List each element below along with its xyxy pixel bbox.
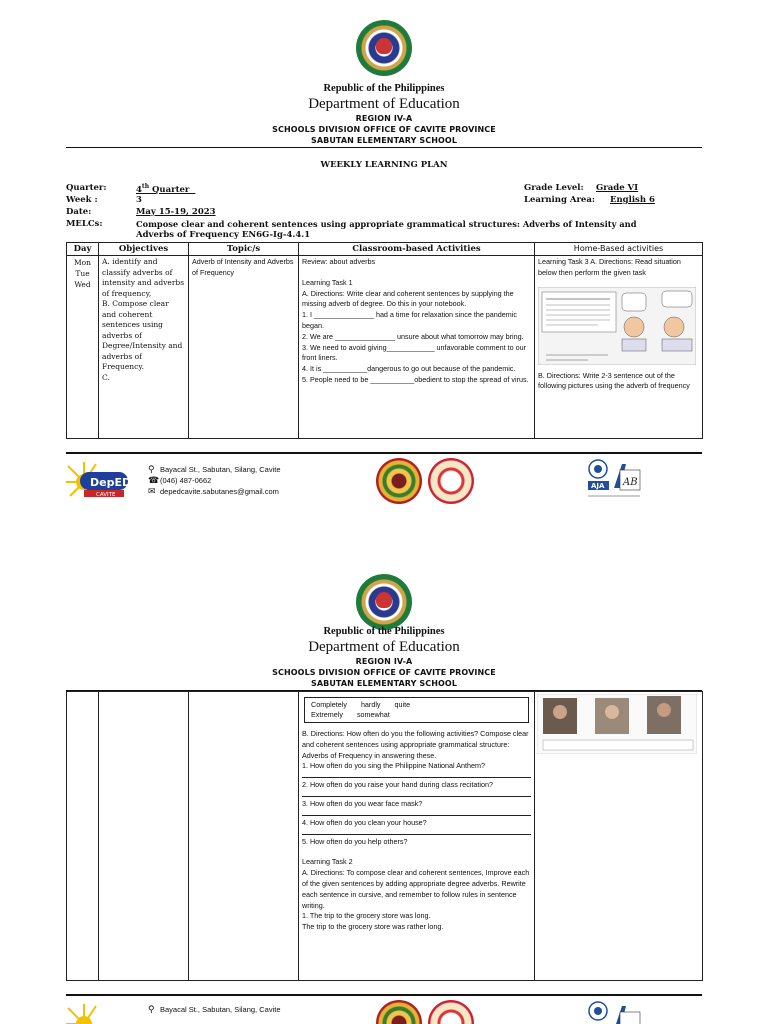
school-emblem-icon: [376, 1000, 422, 1024]
contact-info: [148, 1004, 281, 1015]
home-cell: [535, 692, 703, 981]
quarter-value: 4th Quarter: [136, 183, 196, 195]
word-somewhat: somewhat: [356, 710, 390, 719]
deped-cavite-logo-icon: [66, 460, 142, 504]
table-row: [67, 692, 703, 981]
question-1: 1. How often do you sing the Philippine National Anthem?: [302, 761, 485, 771]
header-rule: [66, 147, 702, 148]
cert1-text: AJA: [591, 482, 605, 490]
header-school: SABUTAN ELEMENTARY SCHOOL: [310, 136, 458, 145]
date-label: Date:: [66, 207, 92, 217]
task3-directions: Learning Task 3 A. Directions: Read situation below then perform the given task: [538, 257, 681, 277]
task1-directions: A. Directions: Write clear and coherent sentences by supplying the missing adverb of degree. Do this in your notebook.: [302, 288, 514, 309]
header-region: REGION IV-A: [355, 657, 413, 666]
header-school: SABUTAN ELEMENTARY SCHOOL: [310, 679, 458, 688]
header-department: Department of Education: [308, 96, 460, 112]
day-mon: Mon: [73, 258, 92, 267]
deped-seal-icon: [356, 20, 412, 76]
task1-item-5: 5. People need to be ___________obedient to stop the spread of virus.: [302, 374, 529, 384]
topic-cell: [189, 692, 299, 981]
degree-adverb-box: [304, 697, 529, 723]
cert2-text: AB: [623, 477, 638, 488]
topic-cell: [189, 256, 299, 439]
word-hardly: hardly: [360, 700, 381, 709]
page-2: [66, 574, 702, 1024]
table-row: [67, 256, 703, 439]
address-text: Bayacal St., Sabutan, Silang, Cavite: [160, 465, 281, 474]
classroom-cell: [299, 692, 535, 981]
certification-icon: [586, 1000, 642, 1024]
day-tue: Tue: [75, 269, 90, 278]
header-classroom: Classroom-based Activities: [299, 243, 535, 256]
header-republic: Republic of the Philippines: [323, 83, 445, 94]
task2-answer: The trip to the grocery store was rather long.: [302, 922, 444, 932]
page-1: [66, 0, 702, 520]
contact-info: [148, 464, 281, 497]
task1-item-1: 1. I _______________ had a time for relaxation since the pandemic began.: [302, 310, 517, 330]
plan-title: WEEKLY LEARNING PLAN: [320, 160, 448, 170]
header-division: SCHOOLS DIVISION OFFICE OF CAVITE PROVINCE: [272, 125, 496, 134]
phone-icon: ☎: [148, 475, 160, 485]
district-emblem-icon: [428, 458, 474, 504]
question-4: 4. How often do you clean your house?: [302, 817, 427, 827]
task2-directions: A. Directions: To compose clear and coherent sentences, Improve each of the given sentences by adding appropriate degree adverbs. Rewrite each sentence in cursive, and remember to follow rules in sentence writing.: [302, 868, 530, 910]
topic-text: Adverb of Intensity and Adverbs of Frequency: [192, 257, 294, 277]
address-text: Bayacal St., Sabutan, Silang, Cavite: [160, 1005, 281, 1014]
plan-table: [66, 242, 703, 439]
header-republic: Republic of the Philippines: [323, 626, 445, 637]
certification-logos: [586, 1000, 642, 1024]
task1-item-3: 3. We need to avoid giving____________ unfavorable comment to our front liners.: [302, 342, 527, 363]
question-2: 2. How often do you raise your hand during class recitation?: [302, 780, 493, 790]
header-home: Home-Based activities: [535, 243, 703, 256]
grade-value: Grade VI: [596, 183, 639, 193]
location-pin-icon: ⚲: [148, 1004, 155, 1014]
plan-table-continued: [66, 691, 703, 981]
deped-logo-text: DepED: [90, 476, 132, 489]
deped-logo-sub: CAVITE: [96, 492, 116, 498]
task1-item-2: 2. We are _______________ unsure about what tomorrow may bring.: [302, 331, 524, 341]
word-quite: quite: [394, 700, 411, 709]
day-cell: [67, 692, 99, 981]
objectives-cell: [99, 692, 189, 981]
date-value: May 15-19, 2023: [136, 207, 216, 217]
week-value: 3: [136, 195, 142, 205]
task2-heading: Learning Task 2: [302, 857, 353, 867]
answer-line: [302, 791, 531, 797]
footer: [66, 454, 702, 510]
footer: [66, 996, 702, 1024]
objective-c: C.: [102, 372, 110, 382]
certification-icon: [586, 458, 642, 502]
frequency-pictures-image: [537, 694, 697, 754]
phone-text: (046) 487-0662: [160, 476, 212, 485]
deped-seal-icon: [356, 574, 412, 630]
header-objectives: Objectives: [99, 243, 189, 256]
home-cell: [535, 256, 703, 439]
header-day: Day: [67, 243, 99, 256]
word-completely: Completely: [311, 700, 347, 709]
task2-item: 1. The trip to the grocery store was long.: [302, 911, 431, 921]
area-value: English 6: [610, 195, 655, 205]
task1-item-4: 4. It is ___________dangerous to go out because of the pandemic.: [302, 364, 516, 374]
word-extremely: Extremely: [311, 710, 343, 719]
day-cell: [67, 256, 99, 439]
header-department: Department of Education: [308, 639, 460, 655]
worksheet-image: [538, 287, 696, 365]
answer-line: [302, 810, 531, 816]
certification-logos: [586, 458, 642, 502]
header-topics: Topic/s: [189, 243, 299, 256]
school-emblem-icon: [376, 458, 422, 504]
task1-heading: Learning Task 1: [302, 277, 353, 287]
objectives-cell: [99, 256, 189, 439]
objective-a: A. identify and classify adverbs of intensity and adverbs of frequency,: [102, 257, 185, 298]
area-label: Learning Area:: [524, 195, 595, 205]
home-directions-b: B. Directions: Write 2-3 sentence out of the following pictures using the adverb of frequency: [538, 370, 690, 391]
grade-label: Grade Level:: [524, 183, 584, 193]
classroom-cell: [299, 256, 535, 439]
objective-b: B. Compose clear and coherent sentences using adverbs of Degree/Intensity and adverbs of Frequency.: [102, 299, 183, 371]
week-label: Week :: [66, 195, 98, 205]
day-wed: Wed: [74, 280, 91, 289]
answer-line: [302, 829, 531, 835]
email-text: depedcavite.sabutanes@gmail.com: [160, 487, 279, 496]
review-text: Review: about adverbs: [302, 257, 376, 266]
deped-cavite-logo-icon: [66, 1002, 142, 1024]
header-division: SCHOOLS DIVISION OFFICE OF CAVITE PROVINCE: [272, 668, 496, 677]
location-pin-icon: ⚲: [148, 464, 155, 474]
melcs-label: MELCs:: [66, 219, 103, 229]
question-5: 5. How often do you help others?: [302, 836, 408, 846]
question-3: 3. How often do you wear face mask?: [302, 798, 423, 808]
frequency-directions: B. Directions: How often do you the following activities? Compose clear and coherent sentences using appropriate grammatical structure: Adverbs of Frequency in answering these.: [302, 729, 529, 760]
answer-line: [302, 772, 531, 778]
melcs-value-2: Adverbs of Frequency EN6G-Ig-4.4.1: [136, 230, 311, 240]
envelope-icon: ✉: [148, 486, 156, 496]
header-region: REGION IV-A: [355, 114, 413, 123]
table-header-row: [67, 243, 703, 256]
melcs-value-1: Compose clear and coherent sentences using appropriate grammatical structures: Adverbs of Intensity and: [136, 219, 637, 229]
district-emblem-icon: [428, 1000, 474, 1024]
quarter-label: Quarter:: [66, 183, 107, 193]
